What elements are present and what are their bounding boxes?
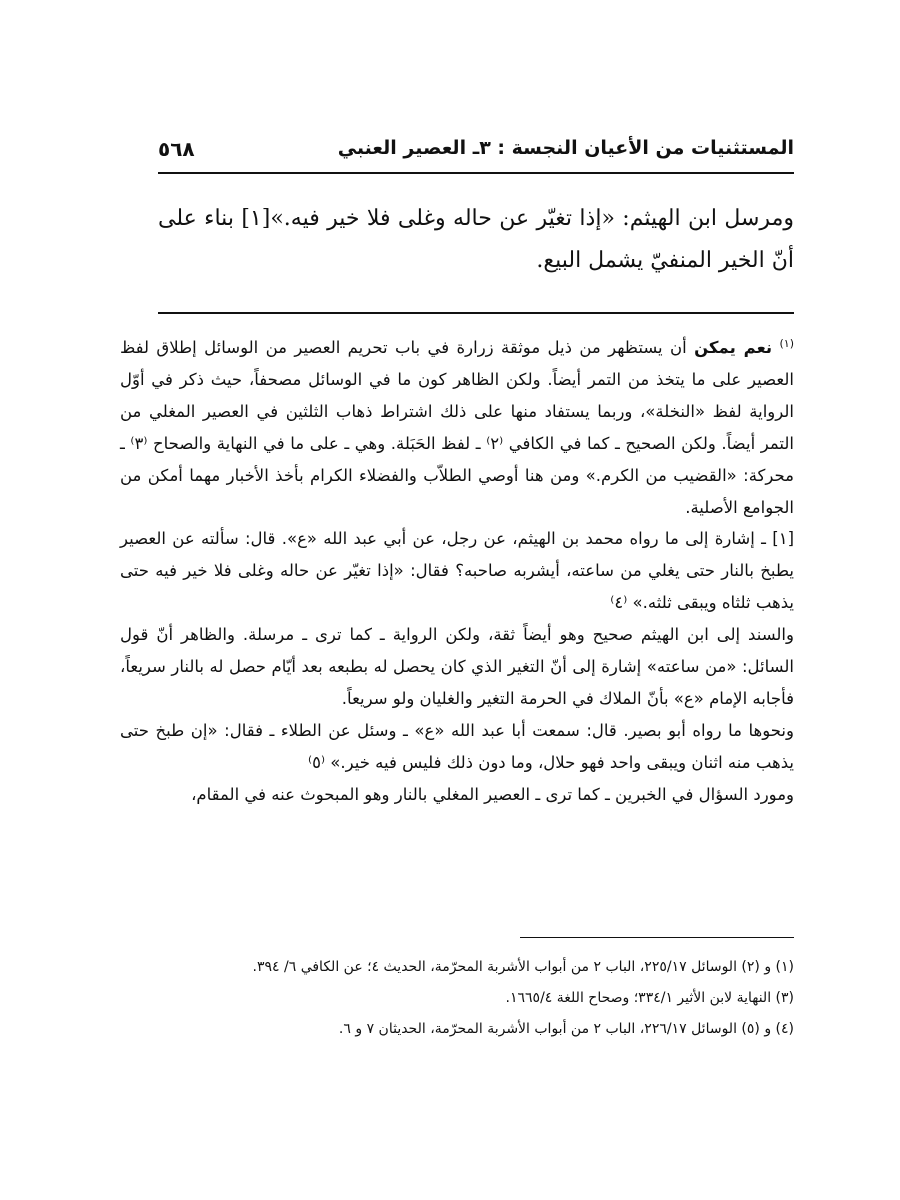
commentary-lead: نعم يمكن: [694, 338, 773, 357]
commentary-paragraph: والسند إلى ابن الهيثم صحيح وهو أيضاً ثقة، ولكن الرواية ـ كما ترى ـ مرسلة. والظاهر أنّ قول السائل: «من ساعته» إشارة إلى أنّ التغير الذي كان يحصل له بطبعه بعد أيّام حصل له بالنار سريعاً، فأجابه الإمام «ع» بأنّ الملاك في الحرمة التغير والغليان ولو سريعاً.: [120, 625, 794, 708]
page-number: ٥٦٨: [158, 137, 195, 161]
main-paragraph: ومرسل ابن الهيثم: «إذا تغيّر عن حاله وغلى فلا خير فيه.»[١] بناء على أنّ الخير المنفيّ يشمل البيع.: [158, 206, 794, 273]
commentary-separator: [158, 312, 794, 314]
running-header: [158, 133, 794, 173]
commentary-paragraph: ونحوها ما رواه أبو بصير. قال: سمعت أبا عبد الله «ع» ـ وسئل عن الطلاء ـ فقال: «إن طبخ حتى يذهب منه اثنان ويبقى واحد فهو حلال، وما دون ذلك فليس فيه خير.» ⁽٥⁾: [120, 720, 794, 772]
footnote: (٤) و (٥) الوسائل ٢٢٦/١٧، الباب ٢ من أبواب الأشربة المحرّمة، الحديثان ٧ و ٦.: [338, 1021, 794, 1037]
commentary-paragraph: (١) نعم يمكن أن يستظهر من ذيل موثقة زرارة في باب تحريم العصير من الوسائل إطلاق لفظ العصير على ما يتخذ من التمر أيضاً. ولكن الظاهر كون ما في الوسائل مصحفاً، حيث ذكر في أوّل الرواية لفظ «النخلة»، وربما يستفاد منها على ذلك اشتراط ذهاب الثلثين في العصير المغلي من التمر أيضاً. ولكن الصحيح ـ كما في الكافي ⁽٢⁾ ـ لفظ الحَبَلة. وهي ـ على ما في النهاية والصحاح ⁽٣⁾ ـ محركة: «القضيب من الكرم.» ومن هنا أوصي الطلاّب والفضلاء الكرام بأخذ الأخبار مهما أمكن من الجوامع الأصلية.: [120, 336, 794, 517]
commentary-text: أن يستظهر من ذيل موثقة زرارة في باب تحريم العصير من الوسائل إطلاق لفظ العصير على ما يتخذ من التمر أيضاً. ولكن الظاهر كون ما في الوسائل مصحفاً، حيث ذكر في أوّل الرواية لفظ «النخلة»، وربما يستفاد منها على ذلك اشتراط ذهاب الثلثين في العصير المغلي من التمر أيضاً. ولكن الصحيح ـ كما في الكافي ⁽٢⁾ ـ لفظ الحَبَلة. وهي ـ على ما في النهاية والصحاح ⁽٣⁾ ـ محركة: «القضيب من الكرم.» ومن هنا أوصي الطلاّب والفضلاء الكرام بأخذ الأخبار مهما أمكن من الجوامع الأصلية.: [120, 338, 794, 517]
main-text: [158, 198, 794, 282]
footnotes: [120, 952, 794, 1045]
footnote: (٣) النهاية لابن الأثير ٣٣٤/١؛ وصحاح اللغة ١٦٦٥/٤.: [505, 990, 794, 1006]
commentary-paragraph: ومورد السؤال في الخبرين ـ كما ترى ـ العصير المغلي بالنار وهو المبحوث عنه في المقام،: [191, 784, 794, 804]
footnote-rule: [520, 937, 794, 938]
header-rule: [158, 172, 794, 174]
footnote: (١) و (٢) الوسائل ٢٢٥/١٧، الباب ٢ من أبواب الأشربة المحرّمة، الحديث ٤؛ عن الكافي ٦/ ٣٩٤.: [252, 959, 794, 975]
commentary-paragraph: [١] ـ إشارة إلى ما رواه محمد بن الهيثم، عن رجل، عن أبي عبد الله «ع». قال: سألته عن العصير يطبخ بالنار حتى يغلي من ساعته، أيشربه صاحبه؟ فقال: «إذا تغيّر عن حاله وغلى فلا خير فيه حتى يذهب ثلثاه ويبقى ثلثه.» ⁽٤⁾: [120, 529, 794, 613]
commentary: [120, 332, 794, 811]
running-title: المستثنيات من الأعيان النجسة : ٣ـ العصير العنبي: [337, 137, 794, 159]
